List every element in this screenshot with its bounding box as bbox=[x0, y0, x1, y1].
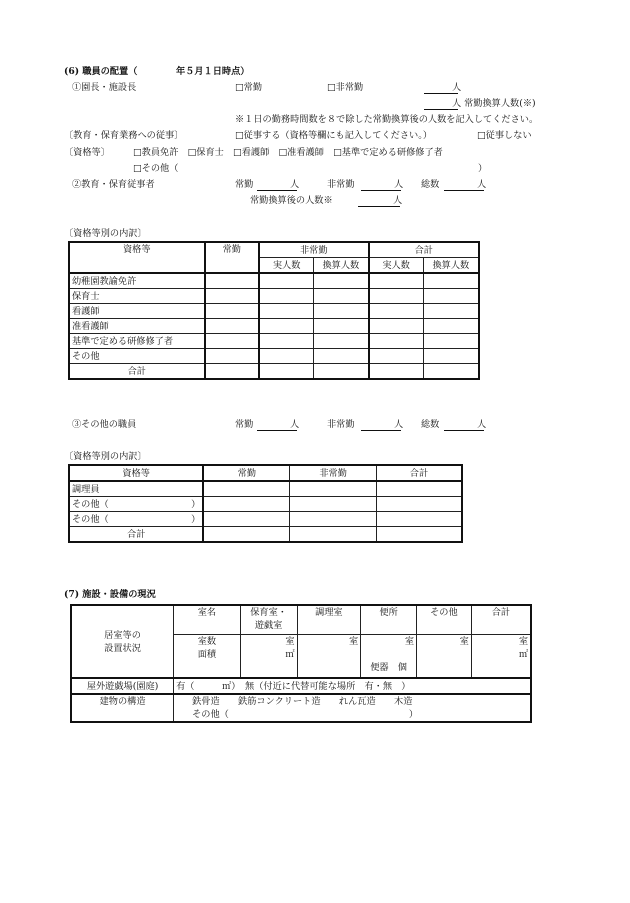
kitchen-cell[interactable] bbox=[297, 635, 361, 679]
t1-cell[interactable] bbox=[423, 273, 479, 289]
t1-header-qual: 資格等 bbox=[69, 242, 205, 273]
head-fulltime-checkbox[interactable]: □常勤 bbox=[235, 82, 263, 93]
head-label: ①園長・施設長 bbox=[72, 82, 137, 93]
t1-header-part-real: 実人数 bbox=[259, 258, 314, 274]
t2-total-label: 合計 bbox=[69, 527, 203, 543]
h-nursery bbox=[240, 605, 297, 635]
other-room-unit: 室 bbox=[459, 636, 469, 647]
t1-cell[interactable] bbox=[369, 289, 424, 304]
other-staff-table bbox=[68, 464, 463, 543]
t1-cell[interactable] bbox=[259, 334, 314, 349]
other-fulltime-field[interactable] bbox=[257, 419, 300, 431]
t1-cell[interactable] bbox=[205, 364, 260, 380]
t2-cell[interactable] bbox=[290, 527, 377, 543]
staff-fulltime-label: 常勤 bbox=[235, 179, 254, 190]
other-staff-label: ③その他の職員 bbox=[72, 419, 137, 430]
other-total-field[interactable] bbox=[444, 419, 487, 431]
structure-types[interactable]: 鉄骨造 鉄筋コンクリート造 れん瓦造 木造 bbox=[192, 696, 413, 707]
t2-cell[interactable] bbox=[376, 481, 462, 497]
playground-value[interactable]: 有（ ㎡） 無（付近に代替可能な場所 有・無 ） bbox=[174, 678, 531, 694]
other-parttime-label: 非常勤 bbox=[327, 419, 355, 430]
h-toilet: 便所 bbox=[361, 605, 417, 635]
t1-cell[interactable] bbox=[205, 319, 260, 334]
t2-row-label: その他（ bbox=[72, 513, 109, 525]
other-cell[interactable] bbox=[417, 635, 472, 679]
t2-header-full: 常勤 bbox=[203, 465, 290, 481]
room-label-line1: 居室等の bbox=[104, 629, 141, 641]
staff-fulltime-unit: 人 bbox=[290, 179, 300, 190]
t2-cell[interactable] bbox=[290, 512, 377, 527]
t1-cell[interactable] bbox=[314, 319, 369, 334]
t1-cell[interactable] bbox=[423, 349, 479, 364]
t1-header-total-real: 実人数 bbox=[369, 258, 424, 274]
qual-other-close: ） bbox=[478, 163, 488, 174]
t1-cell[interactable] bbox=[369, 319, 424, 334]
count-label: 室数 bbox=[197, 636, 217, 647]
t2-cell[interactable] bbox=[203, 481, 290, 497]
t2-row-paren: ） bbox=[191, 513, 201, 525]
t2-cell[interactable] bbox=[376, 512, 462, 527]
total-sqm-unit: ㎡ bbox=[518, 649, 528, 660]
staff-total-field[interactable] bbox=[444, 179, 487, 191]
staff-fulltime-field[interactable] bbox=[257, 179, 300, 191]
t1-cell[interactable] bbox=[259, 319, 314, 334]
t1-cell[interactable] bbox=[205, 304, 260, 319]
t1-cell[interactable] bbox=[423, 304, 479, 319]
t1-cell[interactable] bbox=[423, 364, 479, 380]
t1-cell[interactable] bbox=[314, 349, 369, 364]
staff-fte-unit: 人 bbox=[393, 195, 403, 206]
other-parttime-unit: 人 bbox=[394, 419, 404, 430]
section6-date: 年５月１日時点） bbox=[176, 66, 250, 77]
staff-parttime-unit: 人 bbox=[394, 179, 404, 190]
t1-header-part: 非常勤 bbox=[259, 242, 368, 258]
t1-total-label: 合計 bbox=[69, 364, 205, 380]
kitchen-room-unit: 室 bbox=[349, 636, 359, 647]
t1-cell[interactable] bbox=[259, 364, 314, 380]
t2-cell[interactable] bbox=[203, 527, 290, 543]
nursery-sqm-unit: ㎡ bbox=[285, 649, 295, 660]
t1-cell[interactable] bbox=[369, 364, 424, 380]
nursery-room-unit: 室 bbox=[285, 636, 295, 647]
structure-label: 建物の構造 bbox=[71, 694, 174, 722]
section7-title: (7) 施設・設備の現況 bbox=[64, 589, 156, 600]
t1-cell[interactable] bbox=[259, 289, 314, 304]
facility-table bbox=[70, 604, 532, 723]
count-area-label bbox=[174, 635, 241, 679]
structure-other[interactable]: その他（ bbox=[192, 709, 229, 720]
t1-row-label: 基準で定める研修修了者 bbox=[69, 334, 205, 349]
qual-label: 〔資格等〕 bbox=[64, 147, 110, 158]
t2-row-label: その他（ bbox=[72, 498, 109, 510]
breakdown-label-2: 〔資格等別の内訳〕 bbox=[64, 451, 147, 462]
t2-row-paren: ） bbox=[191, 498, 201, 510]
t1-cell[interactable] bbox=[369, 273, 424, 289]
t1-row-label: その他 bbox=[69, 349, 205, 364]
section6-title: (6) 職員の配置（ bbox=[64, 66, 138, 77]
other-parttime-field[interactable] bbox=[361, 419, 404, 431]
t2-row-other[interactable] bbox=[69, 512, 203, 527]
t2-cell[interactable] bbox=[376, 497, 462, 512]
t1-cell[interactable] bbox=[423, 334, 479, 349]
t2-cell[interactable] bbox=[203, 497, 290, 512]
t1-header-total: 合計 bbox=[369, 242, 479, 258]
other-total-label: 総数 bbox=[421, 419, 440, 430]
t2-row-label: 調理員 bbox=[69, 481, 203, 497]
head-count-unit: 人 bbox=[452, 82, 462, 93]
t1-header-total-fte: 換算人数 bbox=[423, 258, 479, 274]
t1-cell[interactable] bbox=[259, 304, 314, 319]
t1-cell[interactable] bbox=[205, 289, 260, 304]
head-parttime-checkbox[interactable]: □非常勤 bbox=[327, 82, 364, 93]
t1-cell[interactable] bbox=[205, 273, 260, 289]
t1-cell[interactable] bbox=[259, 349, 314, 364]
staff-parttime-label: 非常勤 bbox=[327, 179, 355, 190]
t1-row-label: 幼稚園教諭免許 bbox=[69, 273, 205, 289]
t2-cell[interactable] bbox=[290, 497, 377, 512]
t1-cell[interactable] bbox=[259, 273, 314, 289]
t1-row-label: 准看護師 bbox=[69, 319, 205, 334]
total-room-unit: 室 bbox=[518, 636, 528, 647]
area-label: 面積 bbox=[197, 649, 217, 660]
t1-cell[interactable] bbox=[314, 273, 369, 289]
t1-cell[interactable] bbox=[205, 349, 260, 364]
nursery-cell[interactable] bbox=[240, 635, 297, 679]
t1-row-label: 看護師 bbox=[69, 304, 205, 319]
h-nursery-line1: 保育室・ bbox=[250, 607, 287, 618]
staff-label: ②教育・保育従事者 bbox=[72, 179, 155, 190]
t1-cell[interactable] bbox=[314, 304, 369, 319]
breakdown-label-1: 〔資格等別の内訳〕 bbox=[64, 228, 147, 239]
h-other: その他 bbox=[417, 605, 472, 635]
head-fte-label: 人 常勤換算人数(※) bbox=[452, 98, 536, 109]
qual-other-checkbox[interactable]: □その他（ bbox=[133, 163, 179, 174]
t2-header-part: 非常勤 bbox=[290, 465, 377, 481]
edu-yes-checkbox[interactable]: □従事する（資格等欄にも記入してください。） bbox=[235, 130, 433, 141]
t1-cell[interactable] bbox=[314, 364, 369, 380]
t1-cell[interactable] bbox=[205, 334, 260, 349]
structure-close: ） bbox=[408, 709, 419, 720]
qualification-table bbox=[68, 241, 480, 380]
edu-label: 〔教育・保育業務への従事〕 bbox=[64, 130, 184, 141]
edu-no-checkbox[interactable]: □従事しない bbox=[477, 130, 532, 141]
staff-total-unit: 人 bbox=[477, 179, 487, 190]
t2-cell[interactable] bbox=[290, 481, 377, 497]
h-nursery-line2: 遊戯室 bbox=[254, 620, 283, 631]
staff-parttime-field[interactable] bbox=[361, 179, 404, 191]
staff-fte-field[interactable] bbox=[358, 195, 403, 207]
h-total: 合計 bbox=[471, 605, 531, 635]
other-fulltime-unit: 人 bbox=[290, 419, 300, 430]
t1-row-label: 保育士 bbox=[69, 289, 205, 304]
t2-header-qual: 資格等 bbox=[69, 465, 203, 481]
playground-label: 屋外遊戯場(園庭) bbox=[71, 678, 174, 694]
t1-cell[interactable] bbox=[423, 319, 479, 334]
qual-options[interactable]: □教員免許 □保育士 □看護師 □准看護師 □基準で定める研修修了者 bbox=[133, 147, 443, 158]
staff-total-label: 総数 bbox=[421, 179, 440, 190]
fte-note: ※１日の勤務時間数を８で除した常勤換算後の人数を記入してください。 bbox=[235, 114, 539, 125]
t1-cell[interactable] bbox=[314, 334, 369, 349]
t1-cell[interactable] bbox=[314, 289, 369, 304]
head-fte-field[interactable] bbox=[424, 98, 536, 110]
staff-fte-label: 常勤換算後の人数※ bbox=[250, 195, 333, 206]
t2-cell[interactable] bbox=[203, 512, 290, 527]
total-cell[interactable] bbox=[471, 635, 531, 679]
t1-header-part-fte: 換算人数 bbox=[314, 258, 369, 274]
h-kitchen: 調理室 bbox=[297, 605, 361, 635]
toilet-cell[interactable] bbox=[361, 635, 417, 679]
structure-options[interactable] bbox=[174, 694, 531, 722]
t1-cell[interactable] bbox=[369, 304, 424, 319]
h-room-name: 室名 bbox=[174, 605, 241, 635]
t1-cell[interactable] bbox=[369, 349, 424, 364]
head-count-field[interactable] bbox=[424, 82, 462, 94]
t2-header-total: 合計 bbox=[376, 465, 462, 481]
room-label bbox=[71, 605, 174, 678]
room-label-line2: 設置状況 bbox=[104, 642, 141, 654]
other-total-unit: 人 bbox=[477, 419, 487, 430]
toilet-fixtures: 便器 個 bbox=[370, 662, 407, 673]
t2-cell[interactable] bbox=[376, 527, 462, 543]
t1-header-full: 常勤 bbox=[205, 242, 260, 273]
t1-cell[interactable] bbox=[423, 289, 479, 304]
t2-row-other[interactable] bbox=[69, 497, 203, 512]
toilet-room-unit: 室 bbox=[404, 636, 415, 647]
other-fulltime-label: 常勤 bbox=[235, 419, 254, 430]
t1-cell[interactable] bbox=[369, 334, 424, 349]
